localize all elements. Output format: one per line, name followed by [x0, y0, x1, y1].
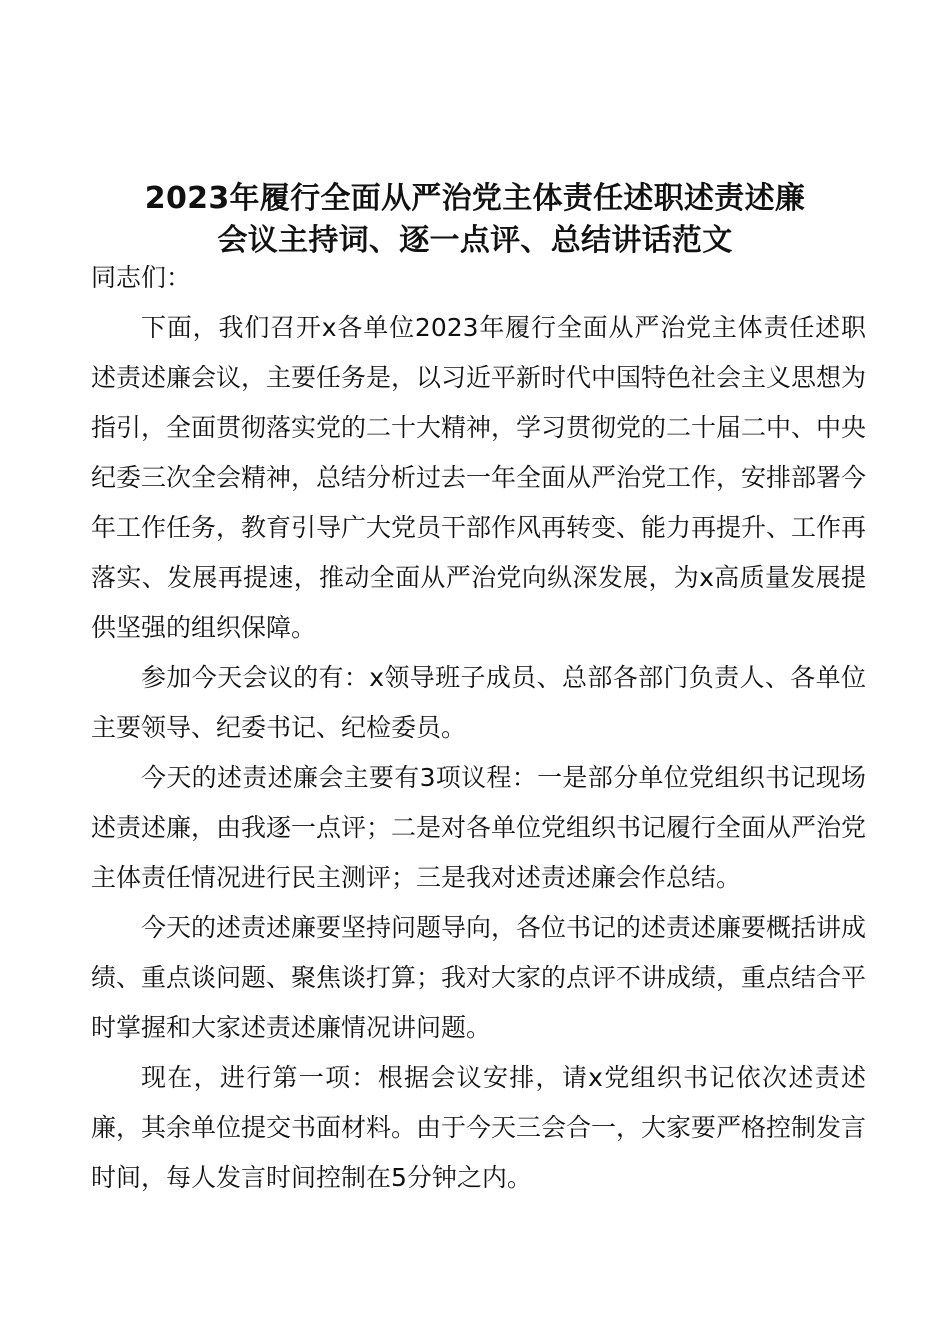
paragraph-3: 今天的述责述廉会主要有3项议程：一是部分单位党组织书记现场述责述廉，由我逐一点评；二是对各单位党组织书记履行全面从严治党主体责任情况进行民主测评；三是我对述责述廉会作总结。 [91, 763, 867, 892]
paragraph-2: 参加今天会议的有：x领导班子成员、总部各部门负责人、各单位主要领导、纪委书记、纪检委员。 [91, 663, 866, 742]
title-line-1: 2023年履行全面从严治党主体责任述职述责述廉 [144, 181, 806, 216]
paragraph-1: 下面，我们召开x各单位2023年履行全面从严治党主体责任述职述责述廉会议，主要任务是，以习近平新时代中国特色社会主义思想为指引，全面贯彻落实党的二十大精神，学习贯彻党的二十届二中、中央纪委三次全会精神，总结分析过去一年全面从严治党工作，安排部署今年工作任务，教育引导广大党员干部作风再转变、能力再提升、工作再落实、发展再提速，推动全面从严治党向纵深发展，为x高质量发展提供坚强的组织保障。 [91, 313, 867, 642]
greeting: 同志们： [91, 263, 192, 292]
paragraph-4: 今天的述责述廉要坚持问题导向，各位书记的述责述廉要概括讲成绩、重点谈问题、聚焦谈打算；我对大家的点评不讲成绩，重点结合平时掌握和大家述责述廉情况讲问题。 [91, 913, 867, 1042]
document-title [60, 178, 890, 262]
document-body [91, 253, 866, 1203]
title-line-2: 会议主持词、逐一点评、总结讲话范文 [217, 223, 733, 258]
paragraph-5: 现在，进行第一项：根据会议安排，请x党组织书记依次述责述廉，其余单位提交书面材料。由于今天三会合一，大家要严格控制发言时间，每人发言时间控制在5分钟之内。 [91, 1063, 867, 1192]
